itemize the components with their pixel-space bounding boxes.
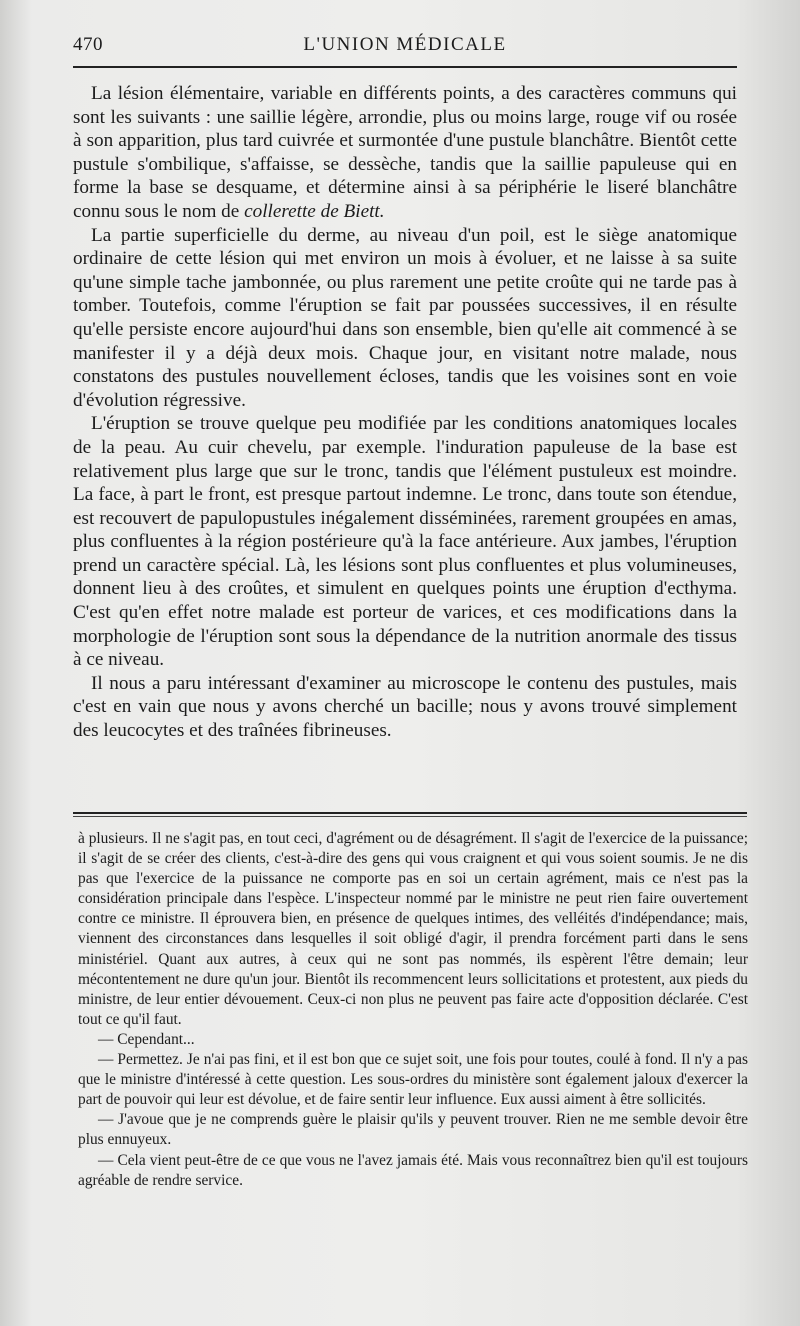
paragraph-derme: [73, 224, 737, 413]
page-number: 470: [73, 34, 103, 55]
paragraph-text: L'éruption se trouve quelque peu modifiée par les conditions anatomiques locales de la peau. Au cuir chevelu, par exemple. l'induration papuleuse de la base est relativement plus large que sur le tronc, tandis que l'élément pustuleux est moindre. La face, à part le front, est presque partout indemne. Le tronc, dans toute son étendue, est recouvert de papulopustules inégalement disséminées, rarement groupées en amas, plus confluentes à la région postérieure qu'à la face antérieure. Aux jambes, l'éruption prend un caractère spécial. Là, les lésions sont plus confluentes et plus volumineuses, donnent lieu à des croûtes, et simulent en quelques points une éruption d'ecthyma. C'est qu'en effet notre malade est porteur de varices, et ces modifications dans la morphologie de l'éruption sont sous la dépendance de la nutrition anormale des tissus à ce niveau.: [73, 413, 737, 671]
paragraph-text: Il nous a paru intéressant d'examiner au microscope le contenu des pustules, mais c'est en vain que nous y avons cherché un bacille; nous y avons trouvé simplement des leucocytes et des traînées fibrineuses.: [73, 672, 737, 742]
dialogue-line: — Cependant...: [98, 1030, 195, 1048]
paragraph-lesion: [73, 82, 737, 224]
paragraph-text: La partie superficielle du derme, au niveau d'un poil, est le siège anatomique ordinaire de cette lésion qui met environ un mois à évoluer, et ne laisse à sa suite qu'une simple tache jambonnée, ou plus rarement une petite croûte qui ne tarde pas à tomber. Toutefois, comme l'éruption se fait par poussées successives, il en résulte qu'elle persiste encore aujourd'hui dans son ensemble, bien qu'elle ait commencé à se manifester il y a déjà deux mois. Chaque jour, en visitant notre malade, nous constatons des pustules nouvellement écloses, tandis que les voisines sont en voie d'évolution régressive.: [73, 224, 737, 411]
dialogue-line: — Permettez. Je n'ai pas fini, et il est bon que ce sujet soit, une fois pour toutes, coulé à fond. Il n'y a pas que le ministre d'intéressé à cette question. Les sous-ordres du ministère sont également jaloux d'exercer la part de pouvoir qui leur est dévolue, et de faire sentir leur influence. Eux aussi aiment à être sollicités.: [78, 1051, 748, 1109]
footnote-rule-thin: [73, 816, 747, 817]
dialogue-line: — Cela vient peut-être de ce que vous ne l'avez jamais été. Mais vous reconnaîtrez bien qu'il est toujours agréable de rendre service.: [78, 1151, 748, 1189]
running-title: L'UNION MÉDICALE: [303, 34, 507, 55]
feuilleton-paragraph: à plusieurs. Il ne s'agit pas, en tout ceci, d'agrément ou de désagrément. Il s'agit de l'exercice de la puissance; il s'agit de se créer des clients, c'est-à-dire des gens qui vous craignent et qui vous soient soumis. Je ne dis pas que l'exercice de la puissance ne comporte pas en soi un certain agrément, mais ce n'est pas la considération principale dans l'espèce. L'inspecteur nommé par le ministre ne peut rien faire ouvertement contre ce ministre. Il éprouvera bien, en présence de quelques intimes, des velléités d'indépendance; mais, viennent des circonstances dans lesquelles il soit obligé d'agir, il prendra forcément parti dans le sens ministériel. Quant aux autres, à ceux qui ne sont pas nommés, ils espèrent l'être demain; leur mécontentement ne dure qu'un jour. Bientôt ils recommencent leurs sollicitations et protestent, aux pieds du ministre, de leur entier dévouement. Ceux-ci non plus ne peuvent pas faire acte d'opposition déclarée. C'est tout ce qu'il faut.: [78, 830, 748, 1028]
page-header: [73, 34, 737, 60]
main-text: [73, 82, 737, 743]
footnote-rule-thick: [73, 812, 747, 814]
paragraph-eruption: [73, 412, 737, 672]
paragraph-microscope: [73, 672, 737, 743]
paragraph-text: La lésion élémentaire, variable en différents points, a des caractères communs qui sont les suivants : une saillie légère, arrondie, plus ou moins large, rouge vif ou rosée à son apparition, plus tard cuivrée et surmontée d'une pustule blanchâtre. Bientôt cette pustule s'ombilique, s'affaisse, se dessèche, tandis que la saillie papuleuse qui en forme la base se desquame, et détermine ainsi à sa périphérie le liseré blanchâtre connu sous le nom de: [73, 83, 737, 222]
header-rule: [73, 66, 737, 68]
italic-term: collerette de Biett.: [244, 200, 385, 222]
feuilleton-text: [78, 829, 748, 1191]
dialogue-line: — J'avoue que je ne comprends guère le plaisir qu'ils y peuvent trouver. Rien ne me semble devoir être plus ennuyeux.: [78, 1111, 748, 1149]
